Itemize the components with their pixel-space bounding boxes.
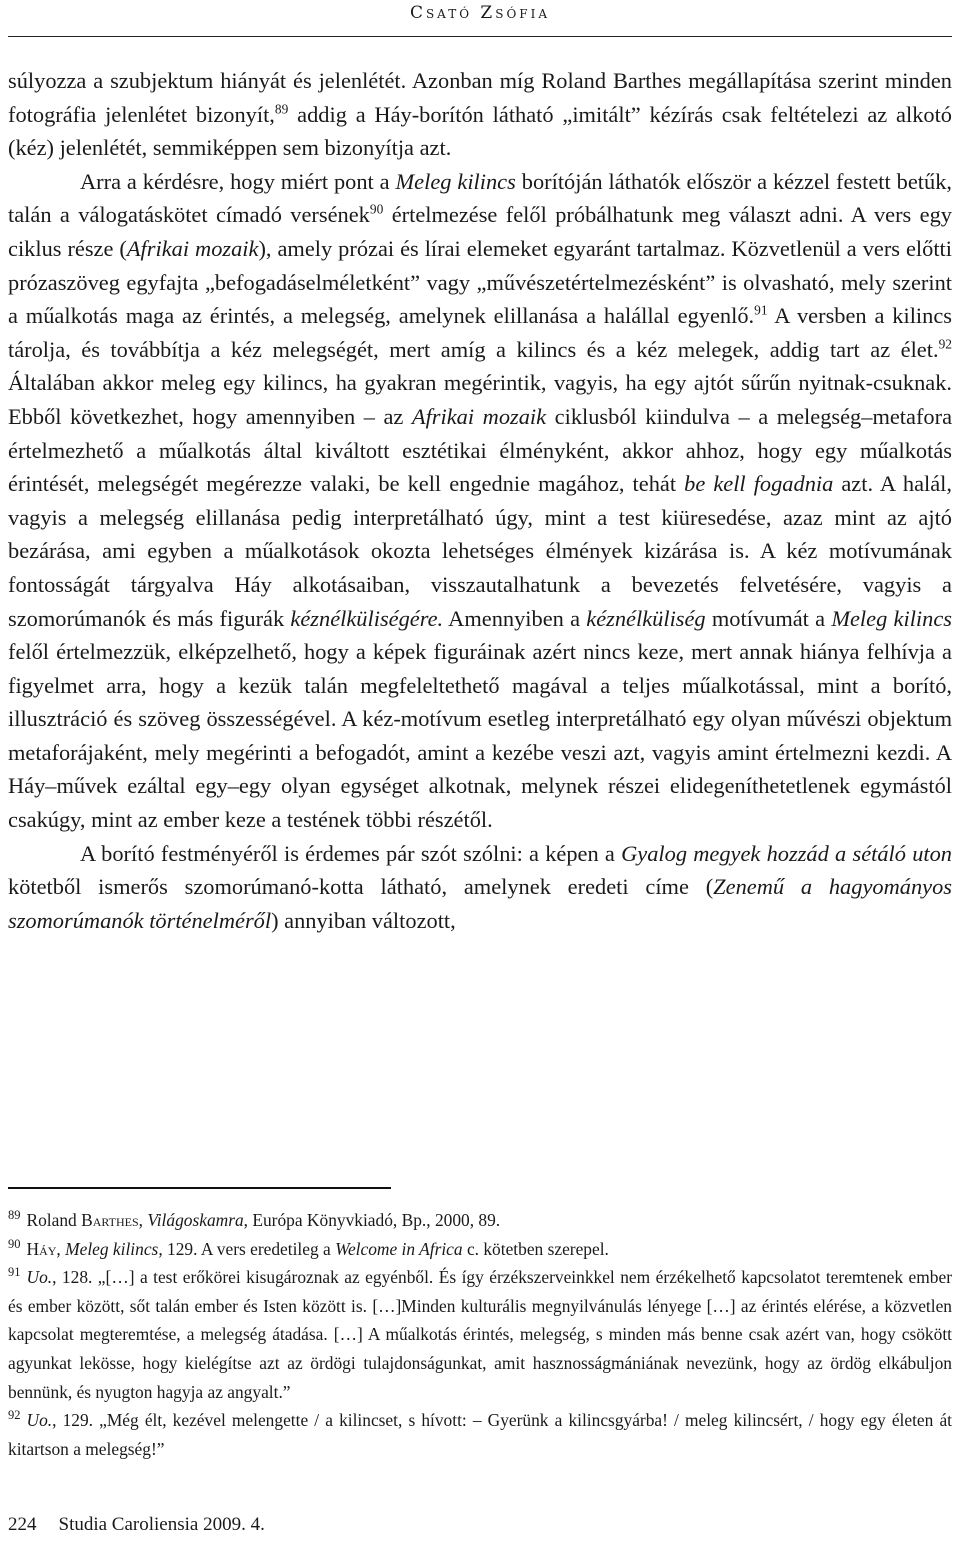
text-run: ,: [138, 1210, 148, 1230]
footnote-number: 92: [8, 1408, 21, 1423]
paragraph-1: [8, 64, 952, 165]
italic-title: Gyalog megyek hozzád a sétáló uton: [621, 840, 953, 866]
footnote-92: [8, 1406, 952, 1463]
footnote-number: 91: [8, 1265, 21, 1280]
footnote-ref-92[interactable]: 92: [938, 336, 952, 352]
footnote-91: [8, 1263, 952, 1406]
italic-title: Afrikai mozaik: [126, 235, 259, 261]
italic-title: Afrikai mozaik: [411, 403, 547, 429]
italic-emphasis: kéznélküliség: [586, 605, 706, 631]
text-run: azt. A halál, vagyis a melegség elillanása pedig interpretálható úgy, mint a test kiüresedése, azaz mint az ajtó bezárása, ami egyben a műalkotások okozta lehetséges élmények kizárása is. A kéz motívumának fontosságát tárgyalva Háy alkotásaiban, visszautalhatunk a bevezetés felvetésére, vagyis a szomorúmanók és más figurák: [8, 471, 952, 631]
text-run: , 128. „[…] a test erőkörei kisugároznak az egyénből. És így érzékszerveinkkel nem érzékelhető kapcsolatot teremtenek ember és ember között, sőt talán ember és Isten között is. […]Minden kulturális megnyilvánulás lényege […] az érintés elérése, a közvetlen kapcsolat megteremtése, a melegség átadása. […] A műalkotás érintés, melegség, s minden más benne csak azért van, hogy csökött agyunkat lekösse, hogy kielégítse azt az ördögi tulajdonságunkat, amit hasznosságmániának nevezünk, hogy az ördög elkábuljon bennünk, és nyugton hagyja az angyalt.”: [8, 1267, 952, 1402]
text-run: felől értelmezzük, elképzelhető, hogy a képek figuráinak azért nincs keze, mert annak hiánya felhívja a figyelmet arra, hogy a kezük talán megfeleltethető magával a teljes műalkotással, mint a borító, illusztráció és szöveg összességével. A kéz-motívum esetleg interpretálható egy olyan művészi objektum metaforájaként, mely megérinti a befogadót, amint a kezébe veszi azt, vagyis amint értelmezni kezdi. A Háy–művek ezáltal egy–egy olyan egységet alkotnak, melynek részei elidegeníthetetlenek egymástól csakúgy, mint az ember keze a testének többi részétől.: [8, 639, 952, 833]
footnotes: [8, 1206, 952, 1463]
italic-title: Meleg kilincs: [395, 168, 516, 194]
footnote-number: 90: [8, 1236, 21, 1251]
text-run: értelmezése felől próbálhatunk meg választ adni. A vers egy ciklus része (: [8, 202, 952, 261]
italic-abbrev: Uo.: [26, 1267, 53, 1288]
text-run: borítóján láthatók először a kézzel festett betűk, talán a válogatáskötet címadó versének: [8, 168, 952, 228]
footnote-ref-89[interactable]: 89: [274, 101, 289, 117]
text-run: , Európa Könyvkiadó, Bp., 2000, 89.: [243, 1210, 501, 1230]
text-run: A versben a kilincs tárolja, és továbbítja a kéz melegségét, mert amíg a kilincs és a kéz melegek, addig tart az élet.: [8, 303, 952, 362]
page-footer: [8, 1514, 265, 1536]
text-run: Roland: [26, 1210, 82, 1230]
text-run: Általában akkor meleg egy kilincs, ha gyakran megérintik, vagyis, ha egy ajtót sűrűn nyitnak-csuknak. Ebből következhet, hogy amennyiben – az: [8, 370, 952, 429]
text-run: kötetből ismerős szomorúmanó-kotta látható, amelynek eredeti címe (: [8, 874, 714, 900]
footnote-ref-91[interactable]: 91: [754, 302, 768, 318]
italic-emphasis: be kell fogadnia: [684, 471, 834, 497]
text-run: , 129. „Még élt, kezével melengette / a kilincset, s hívott: – Gyerünk a kilincsgyárba! / meleg kilincsért, / hogy egy életen át kitartson a melegség!”: [8, 1410, 952, 1459]
author-name: Barthes: [81, 1210, 139, 1230]
text-run: motívumát a: [705, 605, 832, 631]
text-run: 129. A vers eredetileg a: [162, 1238, 336, 1259]
footnote-90: [8, 1235, 952, 1264]
paragraph-3: [8, 837, 952, 938]
text-run: ciklusból kiindulva – a melegség–metafora értelmezhető a műalkotás által kiváltott esztétikai élményként, akkor ahhoz, hogy egy műalkotás érintését, melegségét megérezze valaki, be kell engednie magához, tehát: [8, 403, 953, 497]
page-number: 224: [8, 1514, 37, 1535]
italic-title: Világoskamra: [147, 1210, 244, 1230]
footnote-number: 89: [8, 1208, 21, 1223]
author-name: Háy: [26, 1238, 57, 1259]
text-run: Arra a kérdésre, hogy miért pont a: [80, 168, 396, 194]
italic-title: Zenemű a hagyományos szomorúmanók történelméről: [8, 874, 952, 933]
text-run: Amennyiben a: [443, 605, 587, 631]
footnote-ref-90[interactable]: 90: [369, 201, 384, 217]
italic-title: Meleg kilincs,: [65, 1238, 163, 1259]
paragraph-2: [8, 165, 952, 837]
footnote-89: [8, 1206, 952, 1235]
text-run: súlyozza a szubjektum hiányát és jelenlétét. Azonban míg Roland Barthes megállapítása szerint minden fotográfia jelenlétet bizonyít,: [8, 68, 952, 127]
header-rule: [8, 36, 952, 37]
italic-emphasis: kéznélküliségére.: [290, 605, 444, 631]
footnote-rule: [8, 1187, 391, 1189]
text-run: A borító festményéről is érdemes pár szót szólni: a képen a: [80, 840, 622, 866]
text-run: ), amely prózai és lírai elemeket egyaránt tartalmaz. Közvetlenül a vers előtti prózaszöveg egyfajta „befogadáselméletként” vagy „művészetértelmezésként” is olvasható, mely szerint a műalkotás maga az érintés, a melegség, amelynek elillanása a halállal egyenlő.: [8, 235, 952, 329]
text-run: addig a Háy-borítón látható „imitált” kézírás csak feltételezi az alkotó (kéz) jelenlétét, semmiképpen sem bizonyítja azt.: [8, 101, 953, 161]
journal-name: Studia Caroliensia 2009. 4.: [58, 1514, 265, 1535]
main-text: [8, 64, 952, 937]
italic-title: Welcome in Africa: [335, 1238, 463, 1259]
text-run: ,: [56, 1238, 66, 1259]
italic-title: Meleg kilincs: [831, 605, 952, 631]
running-title: Csató Zsófia: [409, 3, 551, 23]
text-run: ) annyiban változott,: [271, 907, 456, 933]
running-header: [0, 0, 960, 24]
text-run: c. kötetben szerepel.: [462, 1238, 609, 1259]
italic-abbrev: Uo.: [26, 1410, 53, 1431]
